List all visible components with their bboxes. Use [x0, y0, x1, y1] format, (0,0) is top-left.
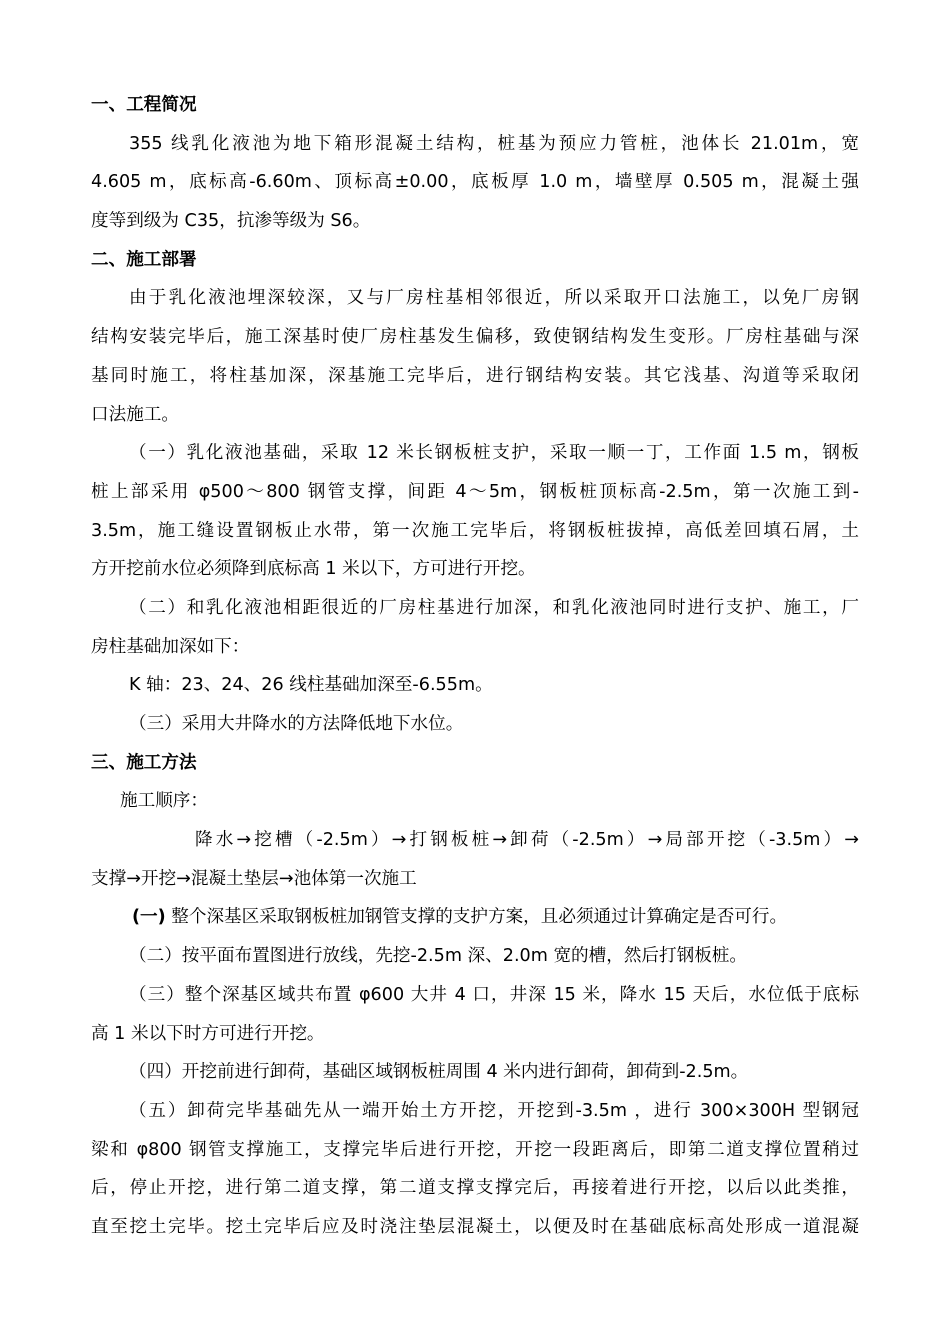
paragraph-line: 直至挖土完毕。挖土完毕后应及时浇注垫层混凝土，以便及时在基础底标高处形成一道混凝 — [91, 1216, 859, 1237]
paragraph-line: 桩上部采用 φ500～800 钢管支撑，间距 4～5m，钢板桩顶标高-2.5m，第一次施工到- — [91, 481, 859, 502]
paragraph-line: （一）乳化液池基础，采取 12 米长钢板桩支护，采取一顺一丁，工作面 1.5 m，钢板 — [129, 443, 859, 464]
paragraph-line: 由于乳化液池埋深较深，又与厂房柱基相邻很近，所以采取开口法施工，以免厂房钢 — [129, 288, 859, 309]
section-heading-3: 三、施工方法 — [91, 752, 197, 773]
paragraph-line: 3.5m，施工缝设置钢板止水带，第一次施工完毕后，将钢板桩拔掉，高低差回填石屑，土 — [91, 520, 859, 541]
method-item-1-text: 整个深基区采取钢板桩加钢管支撑的支护方案，且必须通过计算确定是否可行。 — [165, 907, 788, 928]
method-item-2: （二）按平面布置图进行放线，先挖-2.5m 深、2.0m 宽的槽，然后打钢板桩。 — [129, 946, 747, 967]
paragraph-line: 基同时施工，将柱基加深，深基施工完毕后，进行钢结构安装。其它浅基、沟道等采取闭 — [91, 365, 859, 386]
paragraph-line: 4.605 m，底标高-6.60m、顶标高±0.00，底板厚 1.0 m，墙壁厚 0.505 m，混凝土强 — [91, 172, 859, 193]
paragraph-line: 度等到级为 C35，抗渗等级为 S6。 — [91, 211, 371, 232]
paragraph-line: 结构安装完毕后，施工深基时使厂房柱基发生偏移，致使钢结构发生变形。厂房柱基础与深 — [91, 327, 859, 348]
construction-order-label: 施工顺序： — [120, 791, 208, 812]
paragraph-line: （二）和乳化液池相距很近的厂房柱基进行加深，和乳化液池同时进行支护、施工，厂 — [129, 597, 859, 618]
paragraph-line: 梁和 φ800 钢管支撑施工，支撑完毕后进行开挖，开挖一段距离后，即第二道支撑位置稍过 — [91, 1139, 859, 1160]
document-page — [91, 86, 859, 1247]
paragraph-line: 高 1 米以下时方可进行开挖。 — [91, 1023, 325, 1044]
paragraph-line: 355 线乳化液池为地下箱形混凝土结构，桩基为预应力管桩，池体长 21.01m，宽 — [129, 133, 859, 154]
paragraph-line: 后，停止开挖，进行第二道支撑，第二道支撑支撑完后，再接着进行开挖，以后以此类推， — [91, 1178, 859, 1199]
paragraph-line: 口法施工。 — [91, 404, 179, 425]
method-item-3: （三）整个深基区域共布置 φ600 大井 4 口，井深 15 米，降水 15 天后，水位低于底标 — [129, 984, 859, 1005]
method-item-1-number: (一) — [132, 907, 166, 928]
method-item-1 — [91, 898, 859, 937]
construction-sequence-line: 降水→挖槽（-2.5m）→打钢板桩→卸荷（-2.5m）→局部开挖（-3.5m）→ — [195, 830, 859, 851]
paragraph-line: 房柱基础加深如下： — [91, 636, 250, 657]
method-item-5: （五）卸荷完毕基础先从一端开始土方开挖，开挖到-3.5m ，进行 300×300H 型钢冠 — [129, 1100, 859, 1121]
construction-sequence-line: 支撑→开挖→混凝土垫层→池体第一次施工 — [91, 868, 417, 889]
section-heading-2: 二、施工部署 — [91, 249, 197, 270]
paragraph-line: K 轴：23、24、26 线柱基础加深至-6.55m。 — [129, 675, 493, 696]
method-item-4: （四）开挖前进行卸荷，基础区域钢板桩周围 4 米内进行卸荷，卸荷到-2.5m。 — [129, 1062, 749, 1083]
paragraph-line: （三）采用大井降水的方法降低地下水位。 — [129, 714, 464, 734]
section-heading-1: 一、工程简况 — [91, 95, 197, 115]
paragraph-line: 方开挖前水位必须降到底标高 1 米以下，方可进行开挖。 — [91, 559, 536, 580]
